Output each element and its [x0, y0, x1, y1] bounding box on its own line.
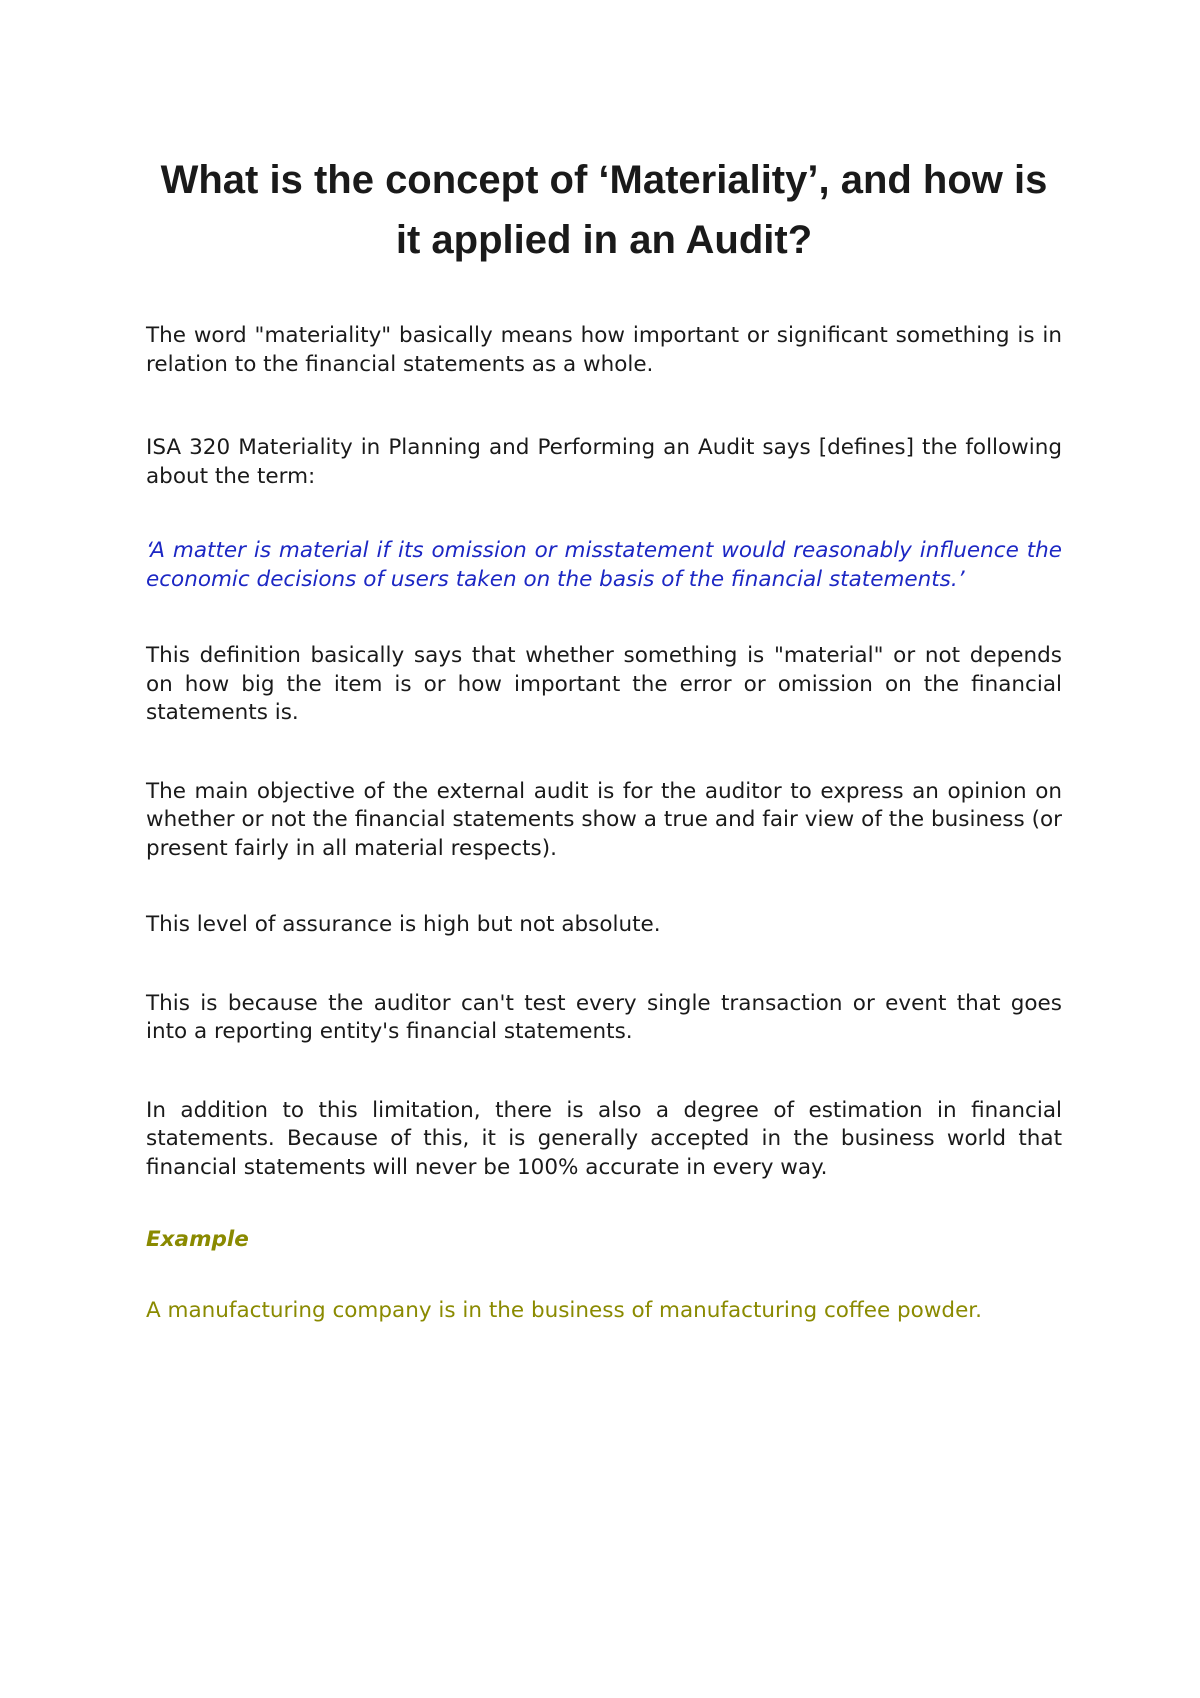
paragraph-audit-objective: The main objective of the external audit is for the auditor to express an opinion on whether or not the financial statements show a true and fair view of the business (or present fairly in all material respects). [146, 778, 1062, 861]
document-title: What is the concept of ‘Materiality’, and how is it applied in an Audit? [160, 158, 1048, 262]
document-page [146, 150, 1062, 1380]
paragraph-assurance-level: This level of assurance is high but not absolute. [146, 912, 661, 937]
paragraph-estimation: In addition to this limitation, there is also a degree of estimation in financial statements. Because of this, it is generally accepted in the business world that financial statements will never be 100% accurate in every way. [146, 1097, 1062, 1180]
paragraph-materiality-meaning: The word "materiality" basically means how important or significant something is in relation to the financial statements as a whole. [146, 323, 1062, 377]
paragraph-isa-320: ISA 320 Materiality in Planning and Performing an Audit says [defines] the following about the term: [146, 435, 1062, 489]
paragraph-definition-explained: This definition basically says that whether something is "material" or not depends on how big the item is or how important the error or omission on the financial statements is. [146, 643, 1062, 725]
paragraph-testing-limitation: This is because the auditor can't test every single transaction or event that goes into a reporting entity's financial statements. [146, 990, 1062, 1044]
quote-definition: ‘A matter is material if its omission or misstatement would reasonably influence the economic decisions of users taken on the basis of the financial statements.’ [146, 538, 1062, 592]
example-text: A manufacturing company is in the business of manufacturing coffee powder. [146, 1297, 982, 1323]
example-heading: Example [146, 1227, 249, 1252]
